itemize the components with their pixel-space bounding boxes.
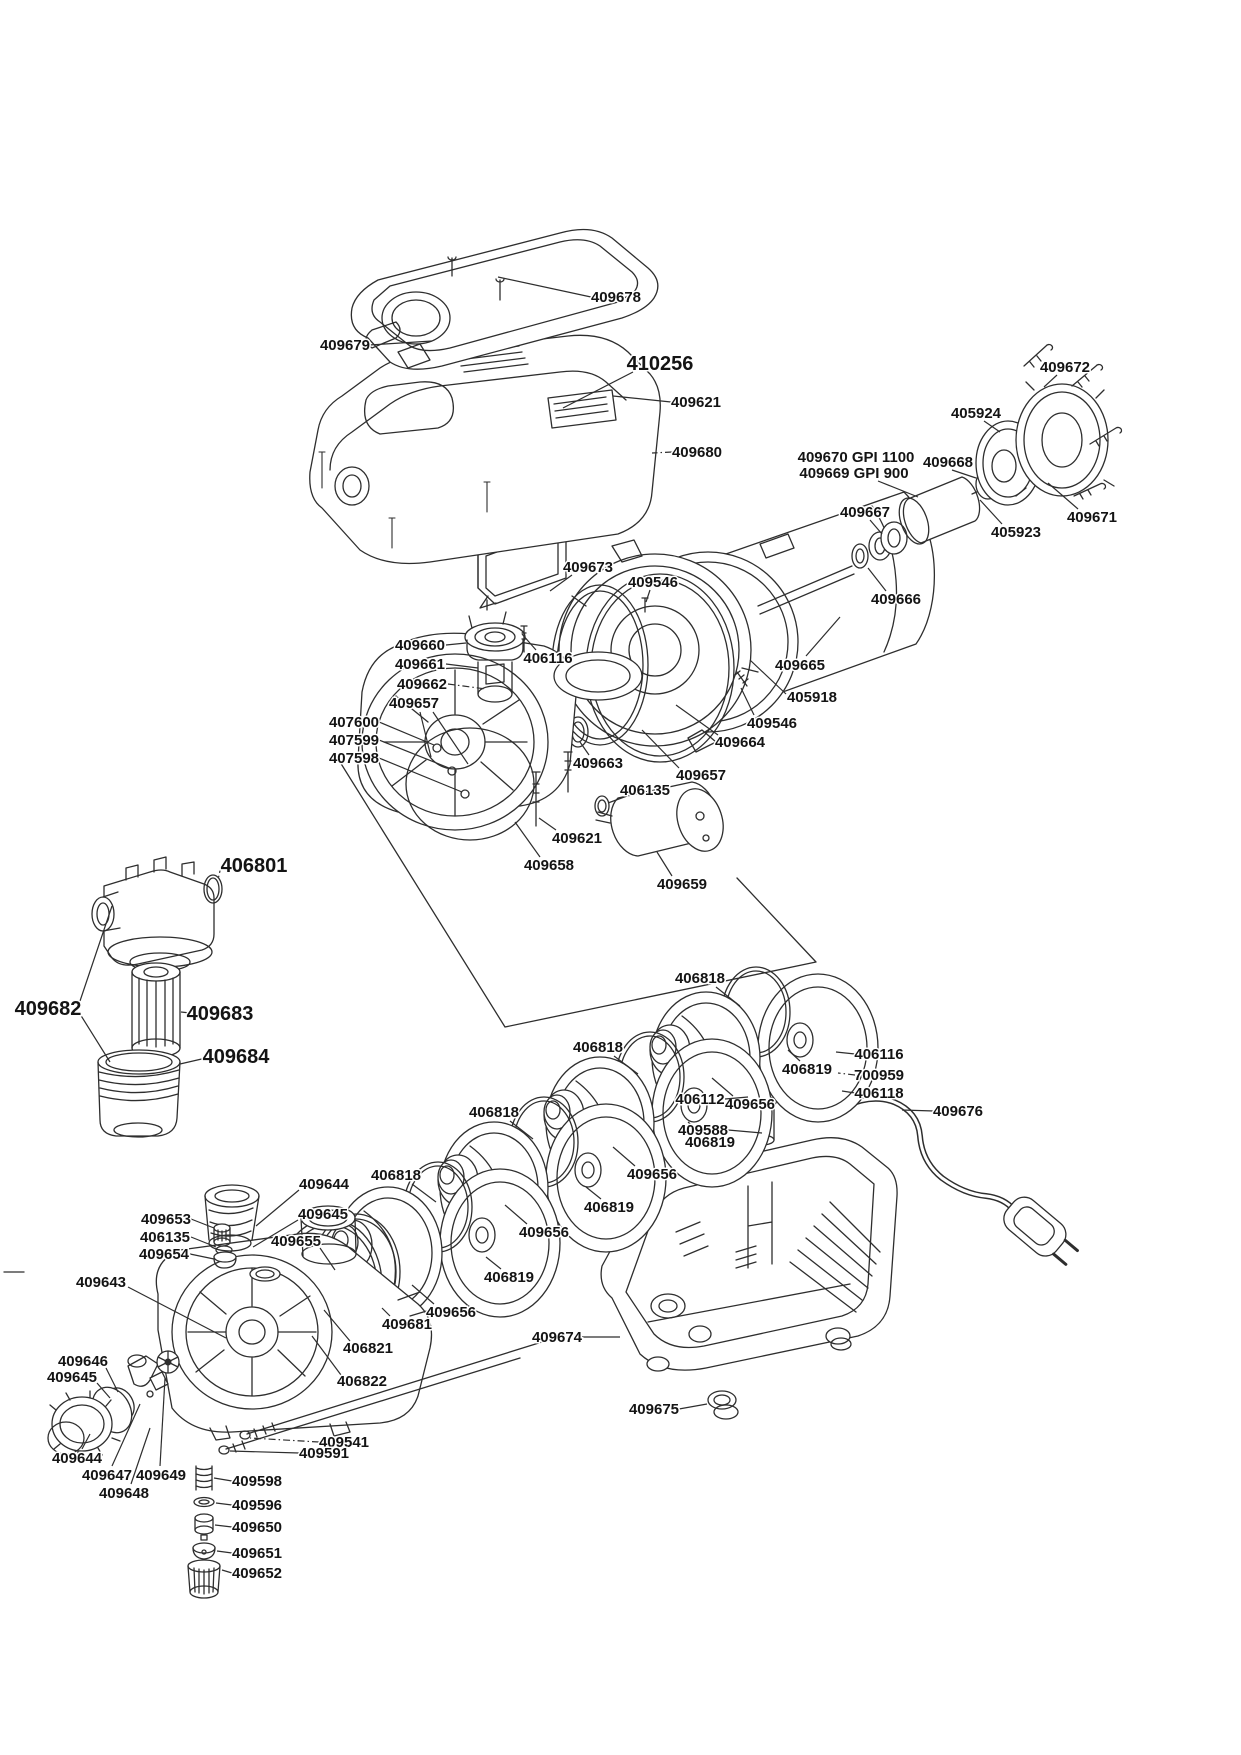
part-label: 409651 [231,1545,283,1562]
part-label: 409672 [1039,359,1091,376]
part-label: 409665 [774,657,826,674]
part-label: 409661 [394,656,446,673]
part-label: 409649 [135,1467,187,1484]
part-label: 409664 [714,734,766,751]
part-label: 406819 [781,1061,833,1078]
rotor-drawing [903,477,979,543]
part-label: 406818 [674,970,726,987]
part-label: 409660 [394,637,446,654]
leader-line [222,1570,232,1573]
leader-line [256,1190,299,1226]
part-label: 409650 [231,1519,283,1536]
leader-line [679,1404,707,1409]
part-label: 406818 [572,1039,624,1056]
part-label: 409643 [75,1274,127,1291]
leader-line [214,1478,232,1481]
part-label: 406819 [483,1269,535,1286]
part-label: 409656 [626,1166,678,1183]
piece-409650-drawing [195,1514,213,1540]
part-label: 409676 [932,1103,984,1120]
part-label: 409621 [670,394,722,411]
leader-line [160,1378,165,1466]
part-label: 409673 [562,559,614,576]
part-label: 406135 [139,1229,191,1246]
part-label: 409683 [186,1003,254,1025]
part-label: 409655 [270,1233,322,1250]
part-label: 409668 [922,454,974,471]
part-label: 409647 [81,1467,133,1484]
part-label: 405918 [786,689,838,706]
leader-line [217,1551,232,1553]
part-label: 409591 [298,1445,350,1462]
part-label: 409644 [298,1176,350,1193]
part-label: 409656 [425,1304,477,1321]
leader-line [515,822,540,857]
filter-cartridge-drawing [132,963,180,1057]
part-label: 407598 [328,750,380,767]
leader-line [230,1451,299,1453]
part-label: 409669 GPI 900 [799,465,909,482]
part-label: 409662 [396,676,448,693]
part-label: 406118 [854,1085,904,1102]
filter-assembly-drawing [92,857,222,1137]
part-label: 406819 [684,1134,736,1151]
leader-line [80,1014,110,1062]
part-label: 409684 [202,1046,270,1068]
part-label: 409654 [138,1246,190,1263]
union-nut-drawing [48,1380,140,1458]
part-label: 406112 [675,1091,725,1108]
rubber-foot-409675-drawing [708,1391,738,1419]
part-label: 409667 [839,504,891,521]
part-label: 409671 [1066,509,1118,526]
part-label: 406818 [370,1167,422,1184]
part-label: 405924 [950,405,1002,422]
part-label: 409680 [671,444,723,461]
part-label: 406116 [523,650,573,667]
part-label: 409670 GPI 1100 [797,449,915,466]
part-label: 409621 [551,830,603,847]
part-label: 409666 [870,591,922,608]
part-label: 409546 [627,574,679,591]
part-label: 407599 [328,732,380,749]
part-label: 406135 [619,782,671,799]
check-valve-parts-drawing [188,1466,220,1598]
part-label: 406801 [220,855,288,877]
part-label: 407600 [328,714,380,731]
part-label: 405923 [990,524,1042,541]
part-label: 409675 [628,1401,680,1418]
leader-line [215,1525,232,1527]
part-label: 409598 [231,1473,283,1490]
part-label: 409681 [381,1316,433,1333]
part-label: 409645 [46,1369,98,1386]
motor-cover-drawing [310,335,661,563]
part-label: 406819 [583,1199,635,1216]
strainer-409652-drawing [188,1560,220,1598]
part-label: 409659 [656,876,708,893]
part-label: 410256 [626,353,694,375]
leader-line [539,818,556,830]
part-label: 409674 [531,1329,583,1346]
valve-409651-drawing [193,1543,215,1559]
part-label: 406116 [854,1046,904,1063]
part-label: 409678 [590,289,642,306]
part-label: 409658 [523,857,575,874]
part-label: 409656 [518,1224,570,1241]
leader-line [216,1503,232,1505]
part-label: 409656 [724,1096,776,1113]
part-label: 409588 [677,1122,729,1139]
leader-line [657,852,672,876]
part-label: 409645 [297,1206,349,1223]
part-label: 409648 [98,1485,150,1502]
part-label: 406818 [468,1104,520,1121]
part-label: 409653 [140,1211,192,1228]
part-label: 409546 [746,715,798,732]
leader-line [191,1219,214,1228]
leader-line [250,1438,319,1442]
part-label: 409663 [572,755,624,772]
part-label: 409657 [675,767,727,784]
part-label: 409652 [231,1565,283,1582]
end-cap-409671-drawing [1016,384,1108,496]
part-label: 409657 [388,695,440,712]
washer-409596-drawing [194,1498,214,1507]
filter-bowl-drawing [98,1050,180,1137]
part-label: 409646 [57,1353,109,1370]
part-label: 700959 [853,1067,905,1084]
leader-line [952,470,976,478]
part-label: 409682 [14,998,82,1020]
part-label: 409679 [319,337,371,354]
part-label: 409541 [318,1434,370,1451]
part-label: 409596 [231,1497,283,1514]
part-label: 406822 [336,1373,388,1390]
part-label: 406821 [342,1340,394,1357]
part-label: 409644 [51,1450,103,1467]
